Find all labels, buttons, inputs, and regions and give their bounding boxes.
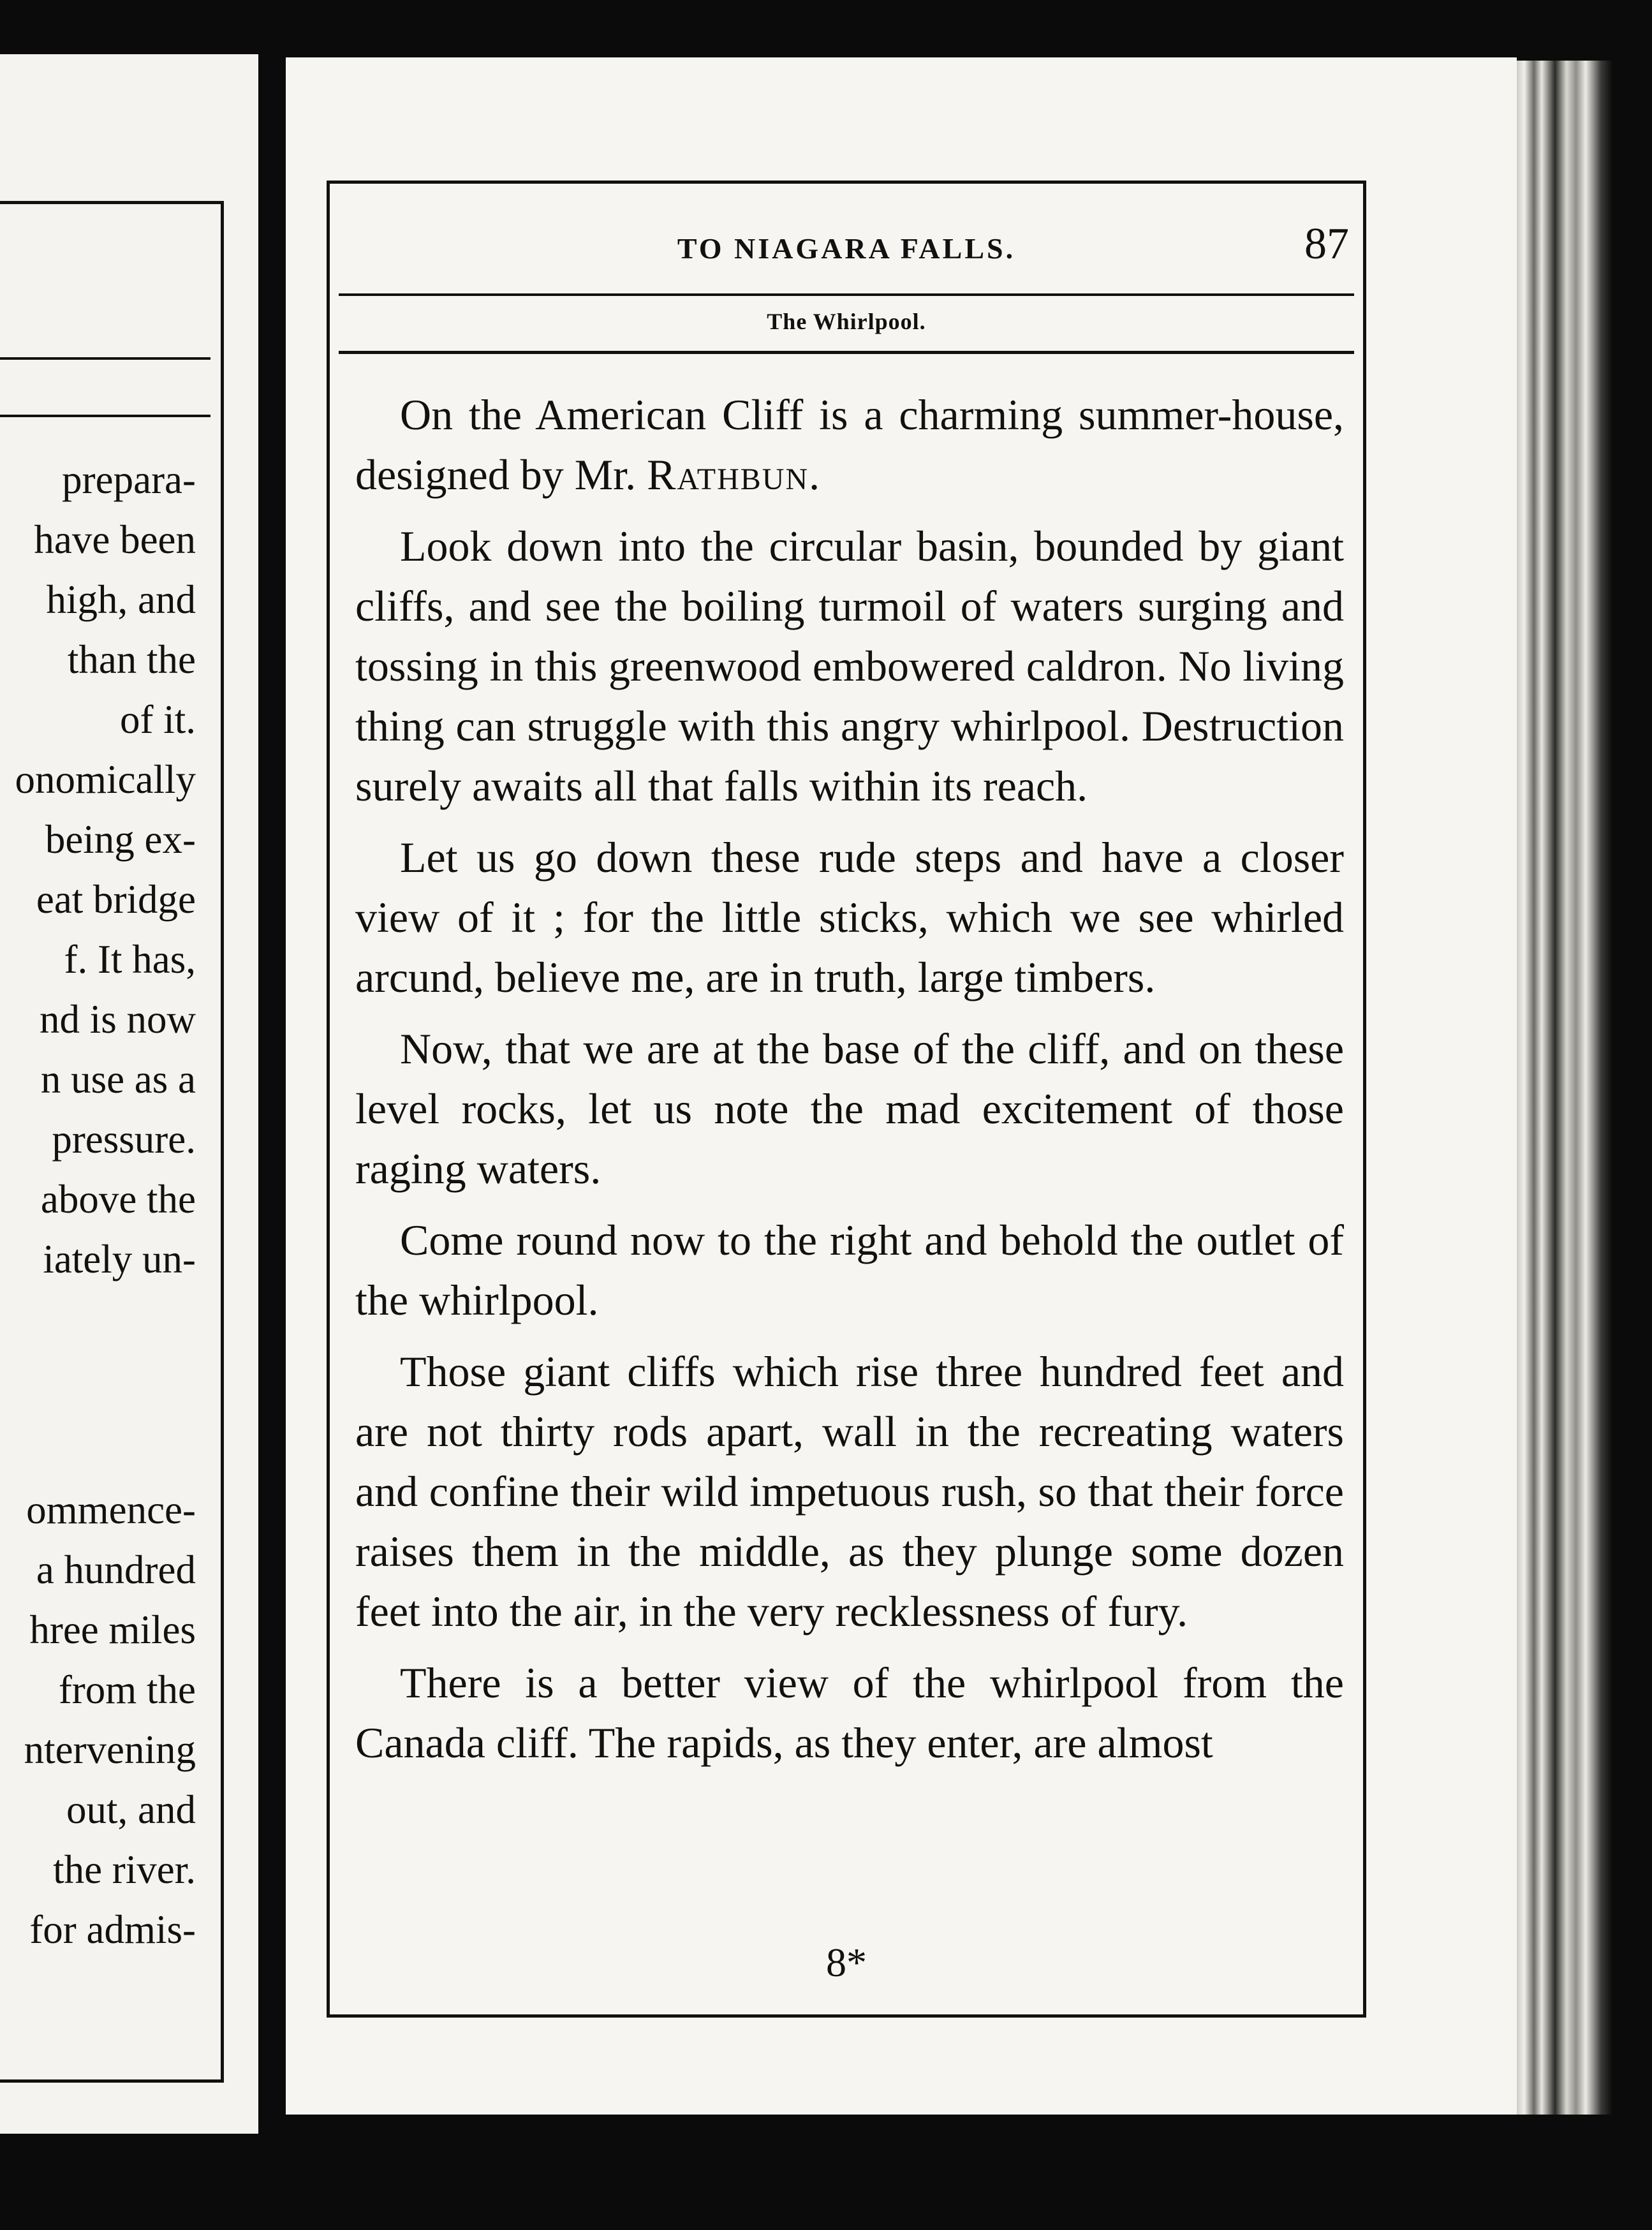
page-number: 87 [1304, 219, 1349, 269]
paragraph: Those giant cliffs which rise three hundred feet and are not thirty rods apart, wall in the recreating waters and confine their wild impetuous rush, so that their force raises them in the middle, as they plunge some dozen feet into the air, in the very recklessness of fury. [355, 1347, 1344, 1636]
previous-page-text-upper [0, 450, 196, 1289]
text-line: above the [40, 1177, 196, 1222]
text-line: being ex- [45, 817, 196, 862]
text-line: f. It has, [64, 937, 196, 982]
paragraph: Come round now to the right and behold the outlet of the whirlpool. [355, 1216, 1344, 1324]
text-line: nd is now [39, 997, 196, 1042]
text-line: iately un- [43, 1237, 196, 1281]
name-small-caps: Rathbun [647, 450, 809, 499]
text-line: onomically [15, 757, 196, 802]
text-line: preparа- [62, 457, 196, 502]
text-line: from the [58, 1667, 196, 1712]
text-line: hree miles [29, 1607, 196, 1652]
text-line: high, and [46, 577, 196, 622]
text-line: have been [34, 517, 196, 562]
header-rule [339, 293, 1354, 296]
running-head [330, 219, 1363, 276]
text-line: ntervening [24, 1727, 196, 1772]
page-edge [1517, 61, 1612, 2115]
running-head-title: TO NIAGARA FALLS. [677, 232, 1016, 265]
text-line: out, and [66, 1787, 196, 1832]
text-line: n use as a [40, 1057, 196, 1102]
signature-mark: 8* [826, 1940, 867, 1985]
paragraph: There is a better view of the whirlpool from the Canada cliff. The rapids, as they enter, are almost [355, 1658, 1344, 1767]
previous-page-rule [0, 415, 210, 417]
body-text [355, 385, 1344, 1773]
paragraph: On the American Cliff is a charming summer-house, designed by Mr. Rathbun. [355, 390, 1344, 499]
text-line: the river. [53, 1847, 196, 1892]
page-frame [327, 181, 1366, 2018]
paragraph: Look down into the circular basin, bounded by giant cliffs, and see the boiling turmoil of waters surging and tossing in this greenwood embowered caldron. No living thing can struggle with this angry whirlpool. Destruction surely awaits all that falls within its reach. [355, 522, 1344, 810]
previous-page-text-lower [0, 1480, 196, 1960]
section-heading: The Whirlpool. [767, 309, 926, 334]
text-line: a hundred [36, 1547, 196, 1592]
paragraph: Let us go down these rude steps and have a closer view of it ; for the little sticks, which we see whirled arcund, believe me, are in truth, large timbers. [355, 833, 1344, 1001]
text-line: of it. [120, 697, 196, 742]
text-line: ommence- [26, 1488, 196, 1532]
text-line: than the [67, 637, 196, 682]
text-line: for admis- [29, 1907, 196, 1952]
previous-page-rule [0, 357, 210, 360]
section-rule [339, 351, 1354, 354]
paragraph: Now, that we are at the base of the cliff, and on these level rocks, let us note the mad excitement of those raging waters. [355, 1024, 1344, 1193]
text-line: pressure. [52, 1117, 196, 1162]
previous-page [0, 54, 258, 2134]
text-line: eat bridge [36, 877, 196, 922]
